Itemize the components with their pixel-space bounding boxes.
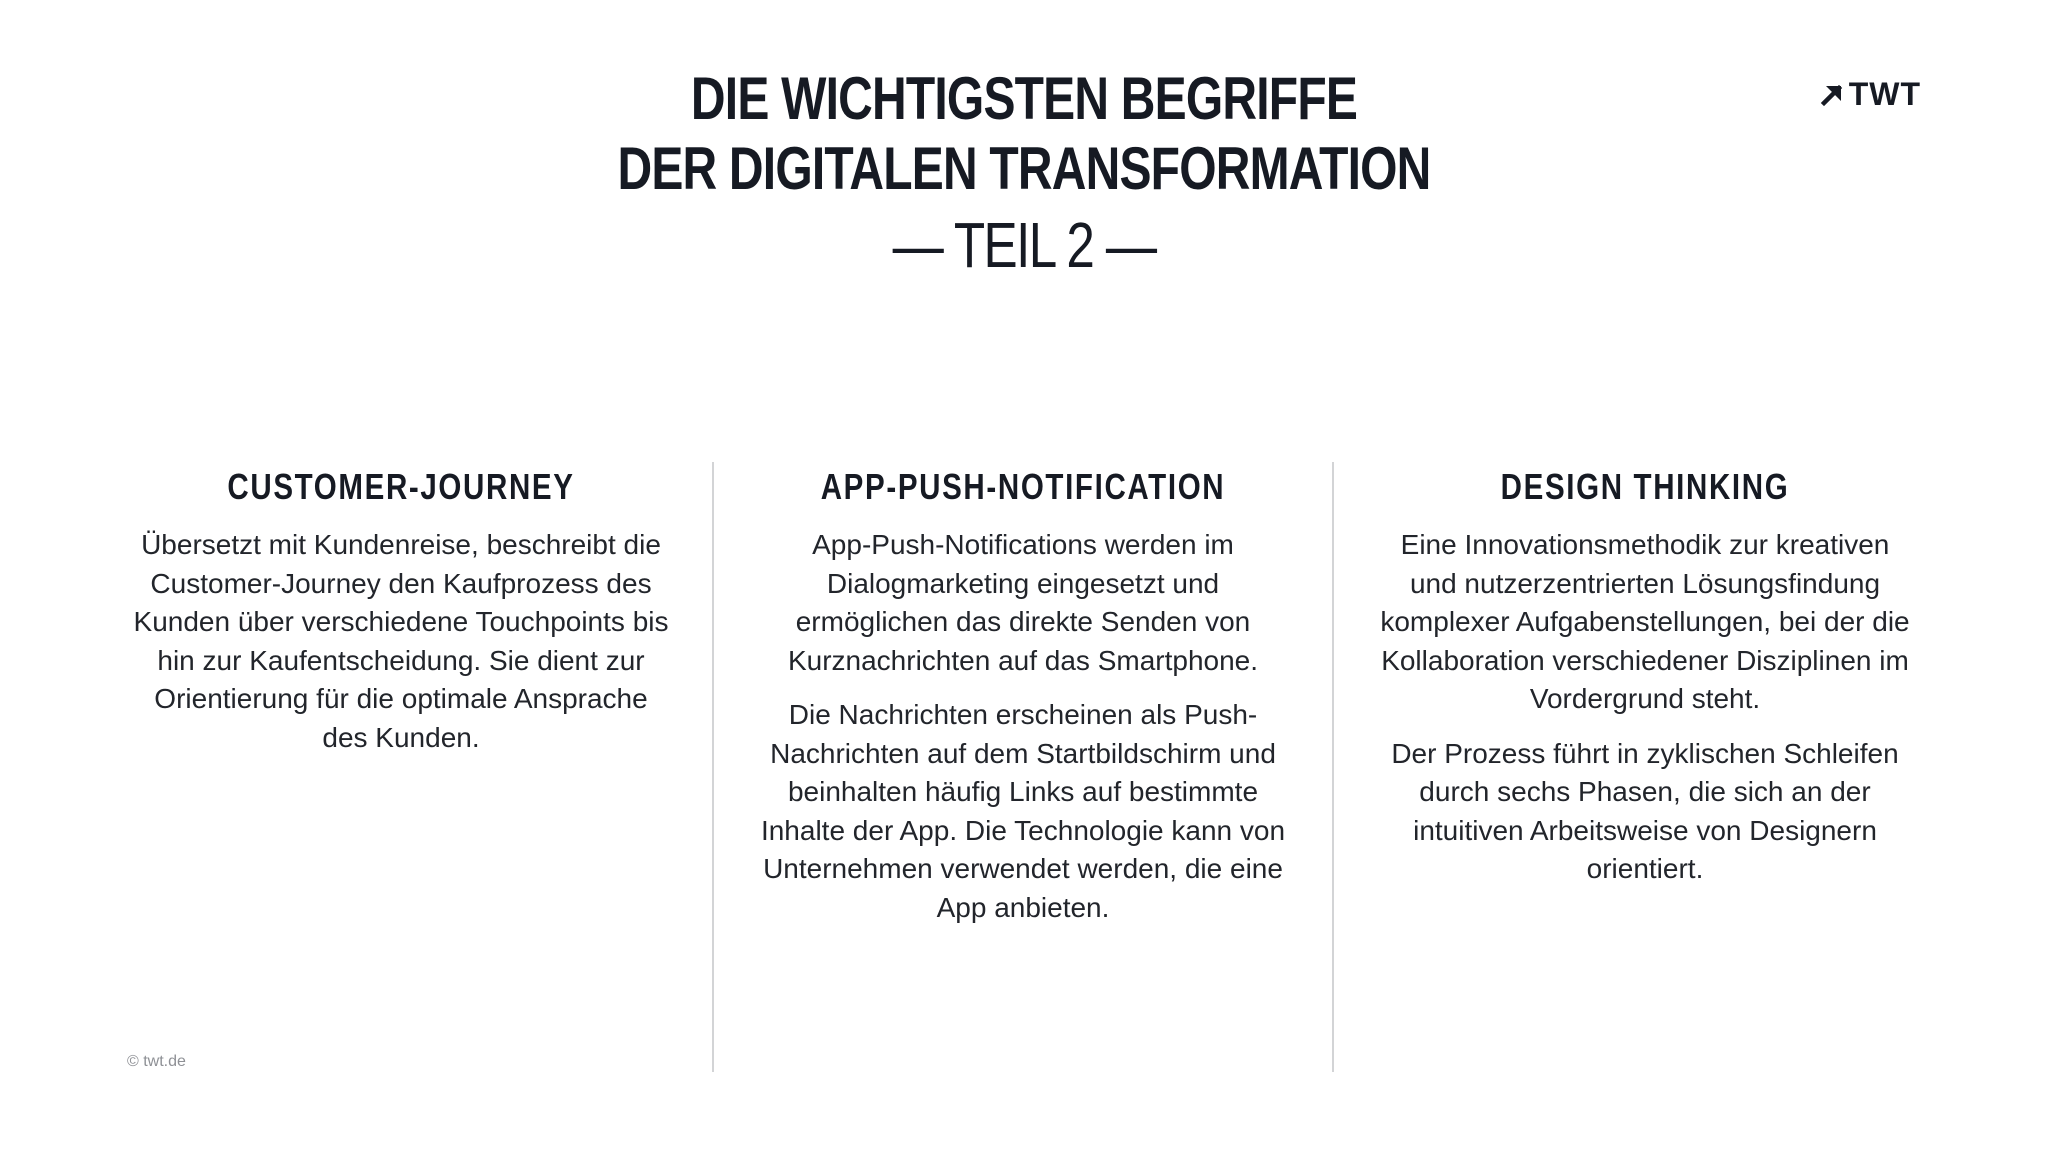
column-paragraph: Übersetzt mit Kundenreise, beschreibt die Customer-Journey den Kaufprozess des Kunden über verschiedene Touchpoints bis hin zur Kaufentscheidung. Sie dient zur Orientierung für die optimale Ansprache des Kunden. — [133, 529, 669, 753]
column-app-push-notification — [712, 462, 1334, 1072]
arrow-up-right-icon — [1819, 82, 1845, 108]
twt-logo — [1819, 76, 1921, 113]
column-heading: DESIGN THINKING — [1500, 466, 1790, 507]
column-heading: CUSTOMER-JOURNEY — [227, 466, 575, 507]
column-paragraph: Der Prozess führt in zyklischen Schleifen durch sechs Phasen, die sich an der intuitiven Arbeitsweise von Designern orientiert. — [1391, 737, 1899, 884]
column-customer-journey — [90, 462, 712, 1072]
title-line-2: DER DIGITALEN TRANSFORMATION — [617, 135, 1431, 202]
page-title — [0, 64, 2048, 282]
definitions-columns — [90, 462, 1958, 1072]
column-paragraph: App-Push-Notifications werden im Dialogmarketing eingesetzt und ermöglichen das direkte Senden von Kurznachrichten auf das Smartphone. — [787, 529, 1259, 676]
copyright-notice: © twt.de — [127, 1053, 186, 1070]
title-line-1: DIE WICHTIGSTEN BEGRIFFE — [690, 65, 1358, 132]
column-design-thinking — [1334, 462, 1956, 1072]
column-paragraph: Die Nachrichten erscheinen als Push-Nachrichten auf dem Startbildschirm und beinhalten häufig Links auf bestimmte Inhalte der App. Die Technologie kann von Unternehmen verwendet werden, die eine App anbieten. — [760, 699, 1286, 923]
logo-text: TWT — [1848, 76, 1921, 112]
column-heading: APP-PUSH-NOTIFICATION — [820, 466, 1226, 507]
column-paragraph: Eine Innovationsmethodik zur kreativen und nutzerzentrierten Lösungsfindung komplexer Aufgabenstellungen, bei der die Kollaboration verschiedener Disziplinen im Vordergrund steht. — [1380, 529, 1910, 714]
title-subtitle: — TEIL 2 — — [892, 209, 1156, 281]
